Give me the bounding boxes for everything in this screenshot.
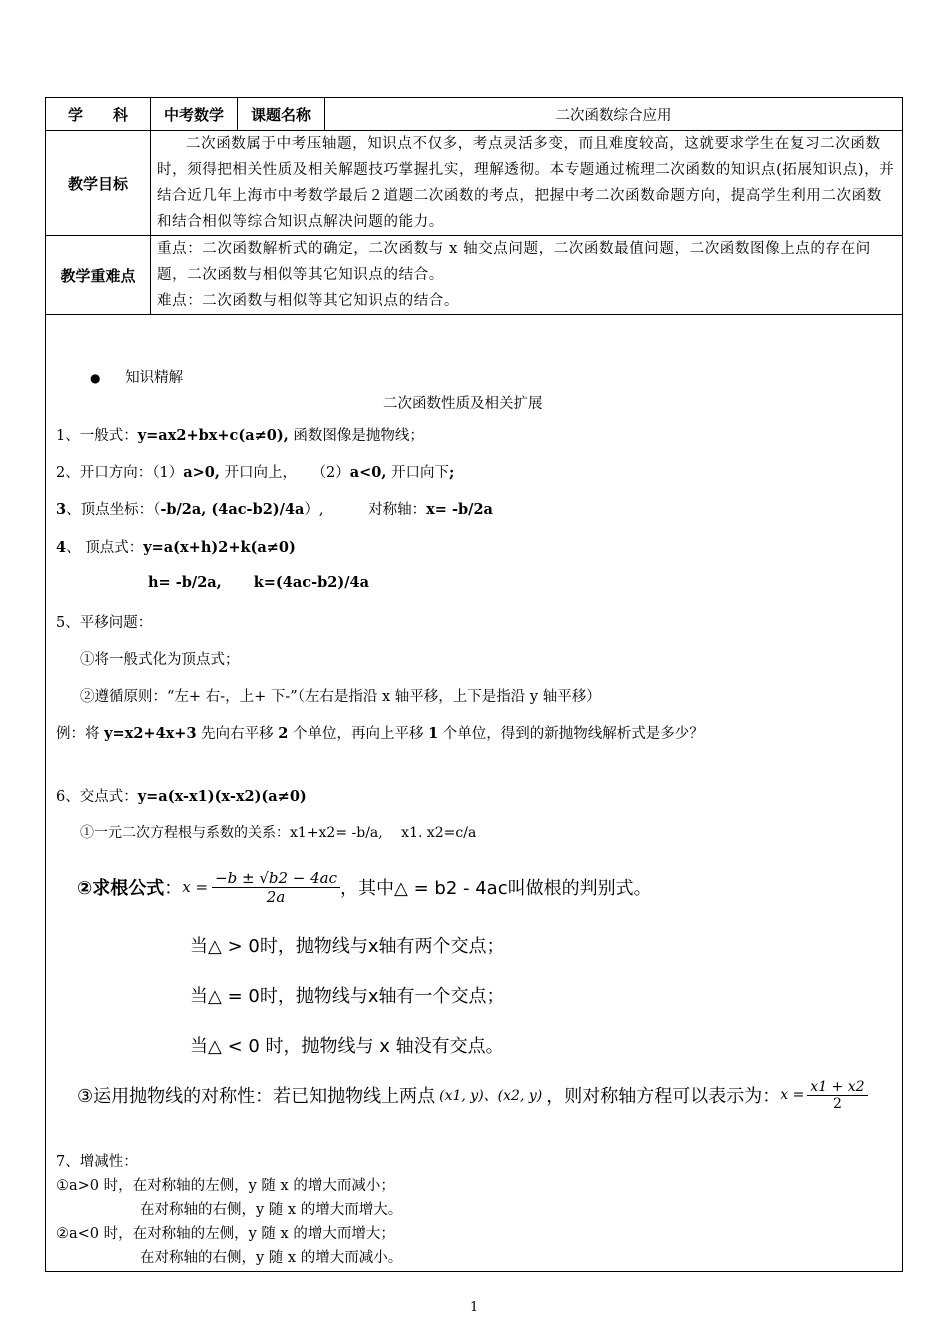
- item-1-suffix: 函数图像是抛物线；: [288, 428, 424, 444]
- key-point: 重点：二次函数解析式的确定，二次函数与 x 轴交点问题，二次函数最值问题，二次函数图像上点的存在问题，二次函数与相似等其它知识点的结合。: [157, 241, 871, 283]
- item-4: [56, 536, 296, 557]
- item-3-vertex: -b/2a, (4ac-b2)/4a: [160, 501, 305, 518]
- example-formula: y=x2+4x+3: [104, 725, 197, 742]
- item-4-prefix: 、 顶点式：: [66, 540, 144, 556]
- item-2-mid: 开口向上， （2）: [219, 465, 350, 481]
- difficult-point: 难点：二次函数与相似等其它知识点的结合。: [157, 293, 459, 309]
- item-4-formula: y=a(x+h)2+k(a≠0): [143, 539, 296, 556]
- item-4-num: 4: [56, 539, 67, 556]
- example: [56, 722, 704, 743]
- item-2: [56, 461, 454, 482]
- discriminant-negative: 当△ < 0 时，抛物线与 x 轴没有交点。: [190, 1036, 504, 1057]
- root-x: x =: [182, 878, 209, 896]
- item-7-b2: 在对称轴的右侧，y 随 x 的增大而减小。: [140, 1250, 403, 1266]
- item-3-axis-label: 对称轴：: [368, 502, 427, 518]
- item-2-prefix: 2、开口方向：（1）: [56, 465, 184, 481]
- symmetry-line: [77, 1072, 868, 1118]
- root-formula-line: [77, 860, 652, 914]
- example-n2: 1: [428, 725, 439, 742]
- item-4-hk: [148, 574, 369, 591]
- example-mid1: 先向右平移: [196, 726, 279, 742]
- item-2-a: a>0,: [183, 464, 220, 481]
- root-fraction: [212, 869, 340, 906]
- item-3-axis: x= -b/2a: [426, 501, 493, 518]
- item-5-step2: ②遵循原则：“左+ 右-，上+ 下-”（左右是指沿 x 轴平移，上下是指沿 y 轴平移）: [80, 689, 601, 705]
- item-4-k: k=(4ac-b2)/4a: [253, 574, 369, 591]
- root-colon: ：: [164, 878, 183, 899]
- symmetry-fraction: [807, 1079, 867, 1112]
- item-7-title: 7、增减性：: [56, 1154, 138, 1170]
- item-7-a2: 在对称轴的右侧，y 随 x 的增大而增大。: [140, 1202, 403, 1218]
- course-value: 二次函数综合应用: [325, 98, 903, 131]
- item-2-b: a<0,: [349, 464, 387, 481]
- item-3-close: ）,: [304, 502, 324, 518]
- example-prefix: 例：将: [56, 726, 105, 742]
- symmetry-denominator: 2: [832, 1095, 842, 1112]
- page-number: 1: [470, 1300, 479, 1315]
- item-1-prefix: 1、一般式：: [56, 428, 138, 444]
- item-1: [56, 424, 424, 445]
- item-2-suffix: 开口向下: [386, 465, 450, 481]
- symmetry-points: (x1, y)、(x2, y): [439, 1088, 543, 1104]
- subject-value: 中考数学: [151, 98, 238, 131]
- section-bullet: [90, 366, 183, 387]
- course-label: 课题名称: [238, 98, 325, 131]
- item-6-prefix: 6、交点式：: [56, 789, 138, 805]
- symmetry-x: x =: [780, 1087, 805, 1103]
- item-3: [56, 498, 493, 519]
- item-6-step1: ①一元二次方程根与系数的关系：x1+x2= -b/a, x1. x2=c/a: [80, 825, 477, 841]
- item-5-title: 5、平移问题：: [56, 615, 153, 631]
- symmetry-numerator: x1 + x2: [807, 1079, 867, 1096]
- root-denominator: 2a: [266, 887, 286, 906]
- subject-label: 学 科: [46, 98, 151, 131]
- symmetry-text: ③运用抛物线的对称性：若已知抛物线上两点: [77, 1086, 436, 1107]
- item-3-prefix: 、顶点坐标：（: [66, 502, 161, 518]
- root-suffix: ，其中△ = b2 - 4ac叫做根的判别式。: [340, 878, 652, 899]
- item-7-a1: ①a>0 时，在对称轴的左侧，y 随 x 的增大而减小；: [56, 1178, 395, 1194]
- item-5-step1: ①将一般式化为顶点式；: [80, 652, 240, 668]
- item-4-h: h= -b/2a,: [148, 574, 222, 591]
- item-7-b1: ②a<0 时，在对称轴的左侧，y 随 x 的增大而增大；: [56, 1226, 395, 1242]
- item-6-formula: y=a(x-x1)(x-x2)(a≠0): [137, 788, 307, 805]
- bullet-icon: ●: [90, 371, 101, 385]
- section-title: 二次函数性质及相关扩展: [383, 396, 543, 412]
- example-suffix: 个单位，得到的新抛物线解析式是多少？: [438, 726, 704, 742]
- example-mid2: 个单位，再向上平移: [288, 726, 429, 742]
- example-n1: 2: [278, 725, 289, 742]
- discriminant-positive: 当△ > 0时，抛物线与x轴有两个交点；: [190, 936, 505, 957]
- key-label: 教学重难点: [46, 236, 151, 315]
- goal-text: 二次函数属于中考压轴题，知识点不仅多，考点灵活多变，而且难度较高，这就要求学生在复习二次函数时，须得把相关性质及相关解题技巧掌握扎实，理解透彻。本专题通过梳理二次函数的知识点(拓展知识点)，并结合近几年上海市中考数学最后２道题二次函数的考点，把握中考二次函数命题方向，提高学生利用二次函数和结合相似等综合知识点解决问题的能力。: [151, 131, 903, 236]
- item-1-formula: y=ax2+bx+c(a≠0),: [137, 427, 289, 444]
- header-table: [45, 97, 903, 315]
- root-numerator: −b ± √b2 − 4ac: [212, 869, 340, 888]
- item-3-num: 3: [56, 501, 67, 518]
- item-6: [56, 785, 307, 806]
- key-content: [151, 236, 903, 315]
- discriminant-zero: 当△ = 0时，抛物线与x轴有一个交点；: [190, 986, 505, 1007]
- item-2-semicolon: ;: [449, 464, 455, 481]
- symmetry-text2: ，则对称轴方程可以表示为：: [546, 1086, 781, 1107]
- root-title: ②求根公式: [77, 878, 165, 899]
- section-bullet-label: 知识精解: [125, 370, 184, 386]
- goal-label: 教学目标: [46, 131, 151, 236]
